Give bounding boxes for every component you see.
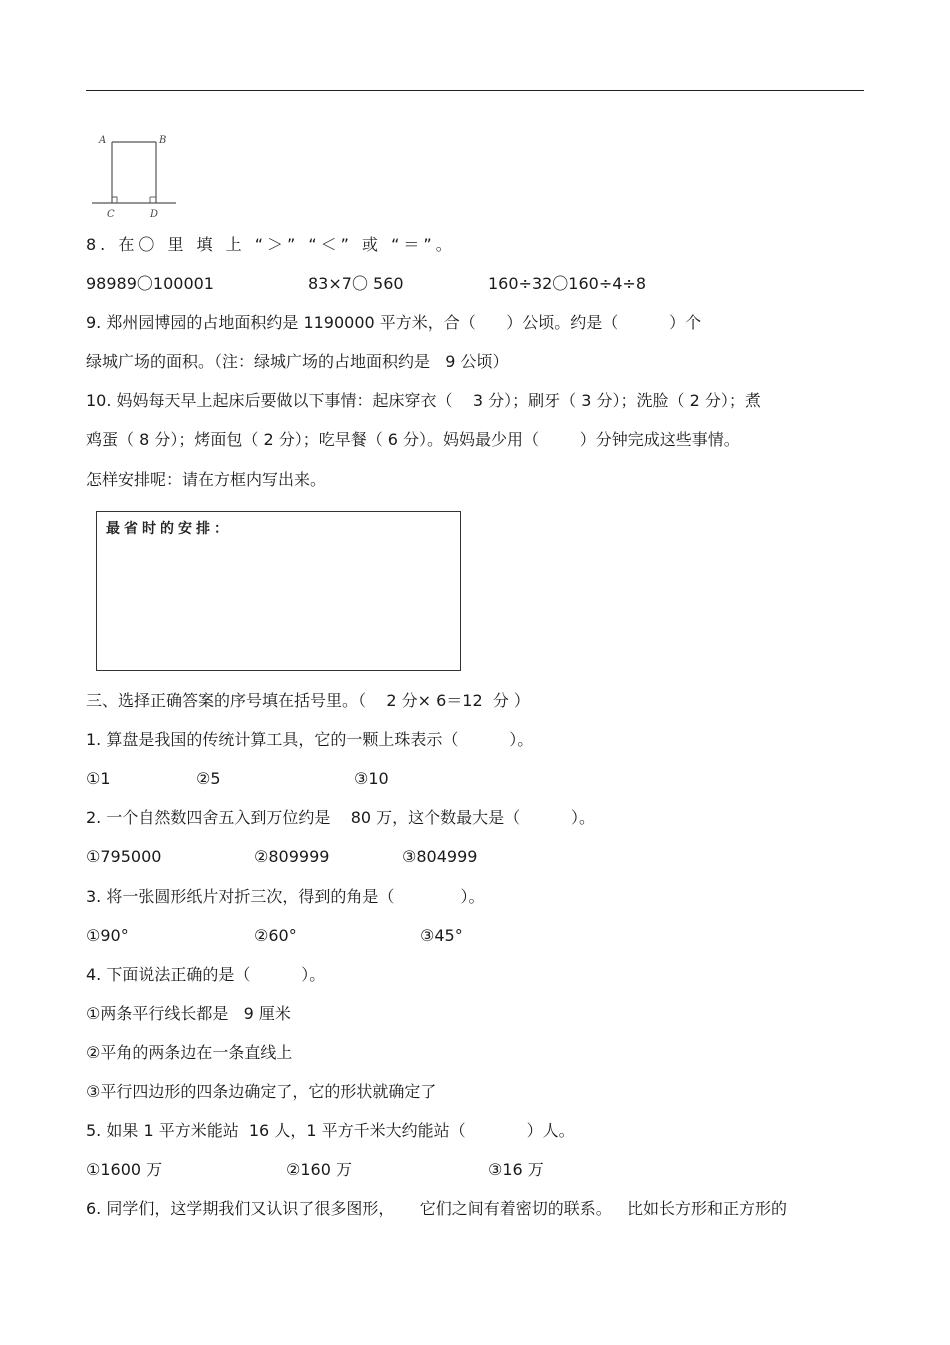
s3q4-option-1: ①两条平行线长都是 9 厘米	[86, 1004, 291, 1023]
q8-title: 8. 在〇 里 填 上 “＞” “＜” 或 “＝”。	[86, 235, 456, 254]
answer-box[interactable]	[96, 511, 461, 671]
perpendicular-figure	[92, 130, 182, 222]
s3q2-option-2: ②809999	[254, 847, 330, 866]
s3q2-option-1: ①795000	[86, 847, 162, 866]
s3q6-question: 6. 同学们，这学期我们又认识了很多图形， 它们之间有着密切的联系。 比如长方形和正方形的	[86, 1199, 788, 1218]
s3q3-question: 3. 将一张圆形纸片对折三次，得到的角是（ ）。	[86, 887, 485, 906]
s3q5-option-1: ①1600 万	[86, 1160, 163, 1179]
s3q1-option-2: ②5	[196, 769, 221, 788]
s3q1-option-3: ③10	[354, 769, 389, 788]
s3q2-question: 2. 一个自然数四舍五入到万位约是 80 万，这个数最大是（ ）。	[86, 808, 596, 827]
label-c: C	[107, 209, 115, 220]
s3q3-option-2: ②60°	[254, 926, 297, 945]
s3q4-question: 4. 下面说法正确的是（ ）。	[86, 965, 326, 984]
header-rule	[86, 90, 864, 91]
s3q4-option-3: ③平行四边形的四条边确定了，它的形状就确定了	[86, 1082, 437, 1101]
label-b: B	[159, 135, 167, 146]
s3q1-option-1: ①1	[86, 769, 111, 788]
q9-line-2: 绿城广场的面积。（注：绿城广场的占地面积约是 9 公顷）	[86, 352, 509, 371]
q10-line-2: 鸡蛋（ 8 分）；烤面包（ 2 分）；吃早餐（ 6 分）。妈妈最少用（ ）分钟完成这些事情。	[86, 430, 740, 449]
q8-item-3: 160÷32〇160÷4÷8	[488, 274, 647, 293]
right-angle-mark-c	[112, 197, 117, 203]
s3q3-option-3: ③45°	[420, 926, 463, 945]
q10-line-3: 怎样安排呢：请在方框内写出来。	[86, 470, 327, 489]
answer-box-title: 最省时的安排：	[106, 521, 232, 537]
q8-item-1: 98989〇100001	[86, 274, 214, 293]
q10-line-1: 10. 妈妈每天早上起床后要做以下事情：起床穿衣（ 3 分）；刷牙（ 3 分）；洗脸（ 2 分）；煮	[86, 391, 761, 410]
q8-item-2: 83×7〇 560	[308, 274, 404, 293]
s3q5-option-3: ③16 万	[488, 1160, 544, 1179]
s3q4-option-2: ②平角的两条边在一条直线上	[86, 1043, 293, 1062]
label-d: D	[150, 209, 159, 220]
s3q5-option-2: ②160 万	[286, 1160, 352, 1179]
s3q3-option-1: ①90°	[86, 926, 129, 945]
q9-line-1: 9. 郑州园博园的占地面积约是 1190000 平方米，合（ ）公顷。约是（ ）个	[86, 313, 702, 332]
s3q2-option-3: ③804999	[402, 847, 478, 866]
label-a: A	[99, 135, 107, 146]
section3-title: 三、选择正确答案的序号填在括号里。（ 2 分× 6＝12 分 ）	[86, 691, 530, 710]
s3q5-question: 5. 如果 1 平方米能站 16 人，1 平方千米大约能站（ ）人。	[86, 1121, 575, 1140]
s3q1-question: 1. 算盘是我国的传统计算工具，它的一颗上珠表示（ ）。	[86, 730, 534, 749]
